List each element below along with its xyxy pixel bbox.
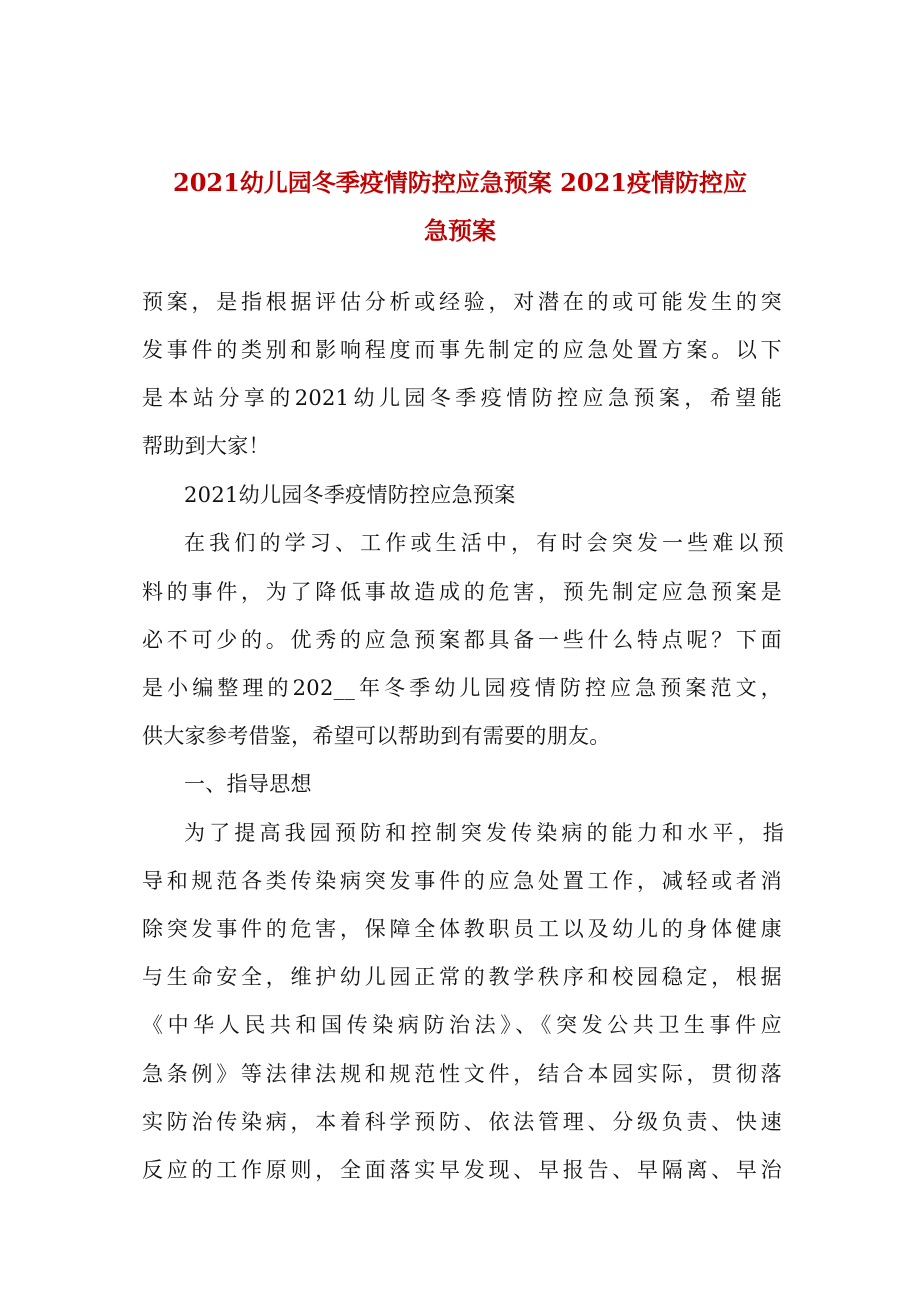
paragraph-line: 反应的工作原则，全面落实早发现、早报告、早隔离、早治 bbox=[142, 1158, 782, 1182]
paragraph-line: 急条例》等法律法规和规范性文件，结合本园实际，贯彻落 bbox=[142, 1062, 782, 1086]
intro-line: 预案，是指根据评估分析或经验，对潜在的或可能发生的突 bbox=[142, 290, 782, 314]
paragraph-line: 是小编整理的202__年冬季幼儿园疫情防控应急预案范文， bbox=[142, 676, 782, 700]
paragraph-line: 为了提高我园预防和控制突发传染病的能力和水平，指 bbox=[184, 821, 784, 845]
paragraph-line: 实防治传染病，本着科学预防、依法管理、分级负责、快速 bbox=[142, 1110, 782, 1134]
paragraph-line: 必不可少的。优秀的应急预案都具备一些什么特点呢？下面 bbox=[142, 628, 782, 652]
paragraph-line: 与生命安全，维护幼儿园正常的教学秩序和校园稳定，根据 bbox=[142, 965, 782, 989]
intro-line: 是本站分享的2021幼儿园冬季疫情防控应急预案，希望能 bbox=[142, 386, 782, 410]
document-title-line-2: 急预案 bbox=[424, 216, 496, 245]
section-heading: 一、指导思想 bbox=[184, 772, 312, 796]
intro-line: 发事件的类别和影响程度而事先制定的应急处置方案。以下 bbox=[142, 338, 782, 362]
subtitle: 2021幼儿园冬季疫情防控应急预案 bbox=[184, 483, 516, 507]
paragraph-line: 除突发事件的危害，保障全体教职员工以及幼儿的身体健康 bbox=[142, 917, 782, 941]
intro-line: 帮助到大家！ bbox=[142, 434, 270, 458]
paragraph-line: 料的事件，为了降低事故造成的危害，预先制定应急预案是 bbox=[142, 580, 782, 604]
paragraph-line: 《中华人民共和国传染病防治法》、《突发公共卫生事件应 bbox=[142, 1013, 782, 1037]
document-title-line-1: 2021幼儿园冬季疫情防控应急预案 2021疫情防控应 bbox=[173, 168, 747, 197]
paragraph-line: 在我们的学习、工作或生活中，有时会突发一些难以预 bbox=[184, 531, 784, 555]
paragraph-line: 导和规范各类传染病突发事件的应急处置工作，减轻或者消 bbox=[142, 869, 782, 893]
paragraph-line: 供大家参考借鉴，希望可以帮助到有需要的朋友。 bbox=[142, 724, 611, 748]
